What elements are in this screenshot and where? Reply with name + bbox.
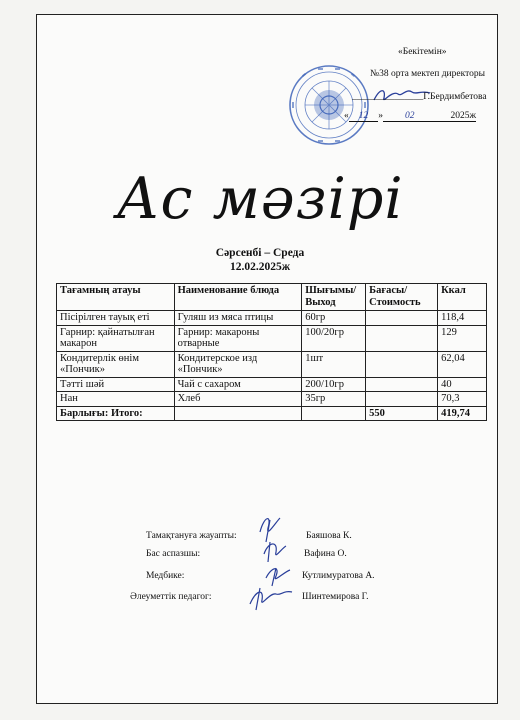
column-header: Шығымы/ Выход (302, 284, 366, 311)
approval-position: №38 орта мектеп директоры (370, 69, 486, 79)
signature-role: Медбике: (146, 571, 185, 581)
menu-table (56, 283, 487, 421)
date-quote-close: » (378, 111, 383, 121)
table-cell: 118,4 (438, 311, 487, 326)
table-cell: Тәтті шәй (57, 377, 175, 392)
table-cell (366, 377, 438, 392)
table-cell: 35гр (302, 392, 366, 407)
total-label: Барлығы: Итого: (57, 406, 175, 421)
table-cell: 200/10гр (302, 377, 366, 392)
signature-name: Баяшова К. (306, 531, 352, 541)
table-cell: 129 (438, 325, 487, 351)
signature-name: Вафина О. (304, 549, 347, 559)
date-quote-open: « (344, 111, 349, 121)
table-cell: Кондитерлік өнім «Пончик» (57, 351, 175, 377)
table-cell: Гарнир: макароны отварные (174, 325, 302, 351)
table-cell: 70,3 (438, 392, 487, 407)
date-day: 12 (349, 111, 379, 122)
table-cell (174, 406, 302, 421)
total-kcal: 419,74 (438, 406, 487, 421)
table-cell (366, 351, 438, 377)
table-cell (302, 406, 366, 421)
table-cell: 62,04 (438, 351, 487, 377)
handwritten-signatures (246, 512, 306, 612)
date-month: 02 (383, 111, 437, 122)
table-cell: 60гр (302, 311, 366, 326)
table-cell: Кондитерское изд «Пончик» (174, 351, 302, 377)
table-row (57, 311, 487, 326)
day-name: Сәрсенбі – Среда (215, 247, 305, 259)
page-title: Ас мәзірі (116, 166, 404, 232)
table-total-row (57, 406, 487, 421)
signature-name: Шинтемирова Г. (302, 592, 369, 602)
table-cell (366, 311, 438, 326)
table-cell (366, 325, 438, 351)
table-cell: 1шт (302, 351, 366, 377)
table-cell: Чай с сахаром (174, 377, 302, 392)
table-cell (366, 392, 438, 407)
table-cell: Нан (57, 392, 175, 407)
official-stamp (288, 64, 370, 146)
table-row (57, 392, 487, 407)
signature-role: Әлеуметтік педагог: (130, 592, 212, 602)
table-row (57, 325, 487, 351)
column-header: Тағамның атауы (57, 284, 175, 311)
table-cell: Гарнир: қайнатылған макарон (57, 325, 175, 351)
day-heading (0, 246, 520, 274)
signature-role: Тамақтануға жауапты: (146, 531, 237, 541)
approval-signature-line: _______________Г.Бердимбетова (352, 92, 487, 102)
total-cost: 550 (366, 406, 438, 421)
signature-role: Бас аспазшы: (146, 549, 201, 559)
table-cell: Хлеб (174, 392, 302, 407)
column-header: Наименование блюда (174, 284, 302, 311)
approval-date (344, 112, 476, 122)
column-header: Ккал (438, 284, 487, 311)
column-header: Бағасы/ Стоимость (366, 284, 438, 311)
menu-date: 12.02.2025ж (229, 261, 291, 273)
approval-heading: «Бекітемін» (398, 47, 447, 57)
table-header-row (57, 284, 487, 311)
date-year: 2025ж (437, 111, 477, 122)
table-row (57, 377, 487, 392)
table-cell: Гуляш из мяса птицы (174, 311, 302, 326)
table-cell: Пісірілген тауық еті (57, 311, 175, 326)
table-cell: 100/20гр (302, 325, 366, 351)
table-cell: 40 (438, 377, 487, 392)
signature-name: Кутлимуратова А. (302, 571, 375, 581)
table-row (57, 351, 487, 377)
